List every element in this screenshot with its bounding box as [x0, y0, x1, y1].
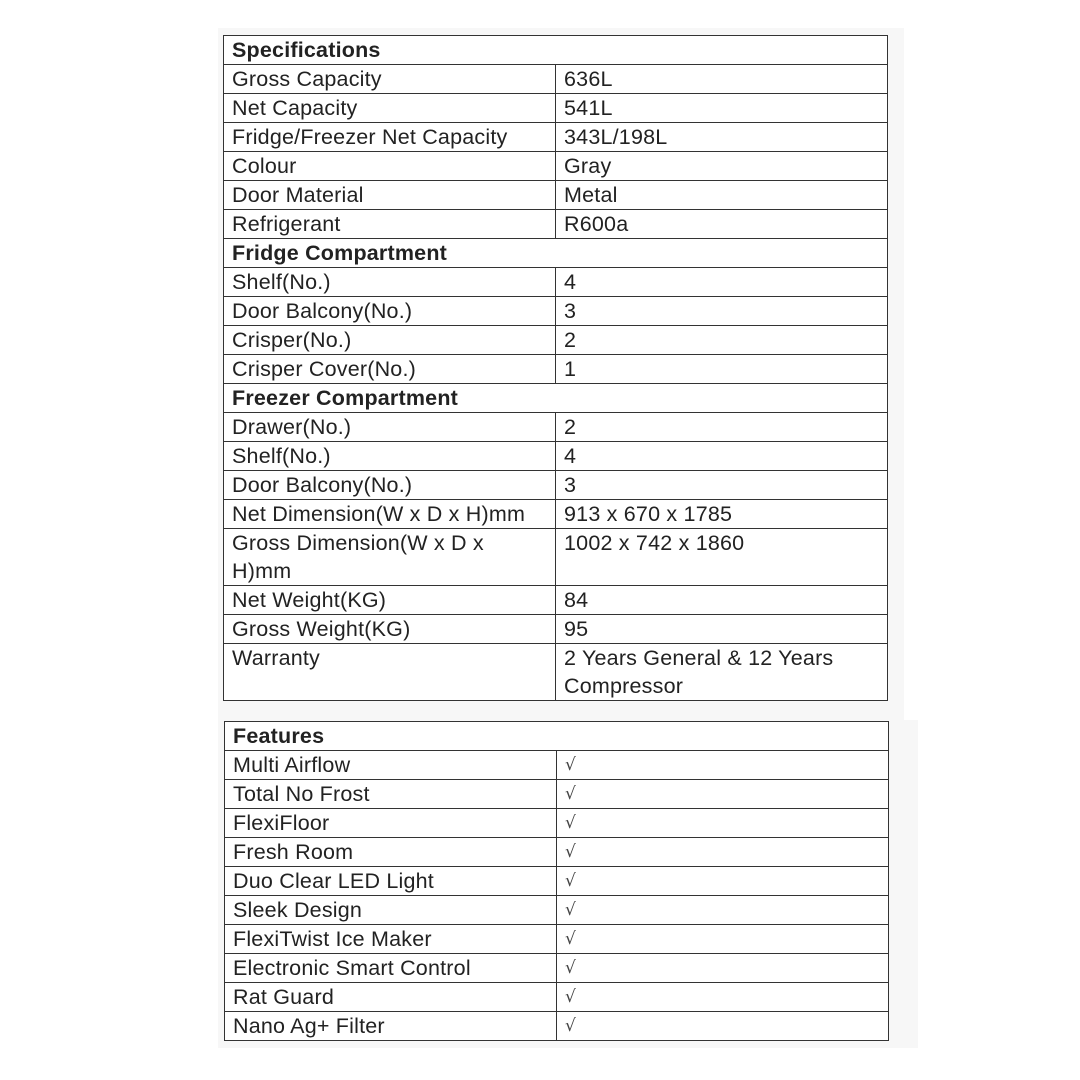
section-header-row [224, 239, 888, 268]
feature-label: FlexiTwist Ice Maker [225, 925, 557, 954]
table-row [225, 983, 889, 1012]
spec-label: Net Weight(KG) [224, 586, 556, 615]
spec-label: Door Balcony(No.) [224, 471, 556, 500]
spec-value: 343L/198L [556, 123, 888, 152]
check-mark-icon: √ [557, 896, 889, 925]
spec-value: 3 [556, 297, 888, 326]
check-mark-icon: √ [557, 867, 889, 896]
table-row [224, 152, 888, 181]
section-title-features: Features [225, 722, 889, 751]
spec-label: Shelf(No.) [224, 268, 556, 297]
table-row [224, 644, 888, 701]
table-row [224, 355, 888, 384]
section-title-specifications: Specifications [224, 36, 888, 65]
spec-label: Net Capacity [224, 94, 556, 123]
feature-label: Rat Guard [225, 983, 557, 1012]
table-row [225, 780, 889, 809]
spec-label: Gross Weight(KG) [224, 615, 556, 644]
table-row [225, 838, 889, 867]
table-row [224, 297, 888, 326]
check-mark-icon: √ [557, 925, 889, 954]
spec-label: Net Dimension(W x D x H)mm [224, 500, 556, 529]
spec-value: 2 [556, 413, 888, 442]
feature-label: Duo Clear LED Light [225, 867, 557, 896]
spec-label: Fridge/Freezer Net Capacity [224, 123, 556, 152]
table-row [224, 94, 888, 123]
section-header-row [224, 384, 888, 413]
feature-label: Total No Frost [225, 780, 557, 809]
spec-label: Gross Dimension(W x D x H)mm [224, 529, 556, 586]
check-mark-icon: √ [557, 838, 889, 867]
spec-value: R600a [556, 210, 888, 239]
table-row [224, 210, 888, 239]
spec-label: Shelf(No.) [224, 442, 556, 471]
spec-label: Warranty [224, 644, 556, 701]
check-mark-icon: √ [557, 809, 889, 838]
specifications-table [223, 35, 888, 701]
feature-label: FlexiFloor [225, 809, 557, 838]
feature-label: Electronic Smart Control [225, 954, 557, 983]
spec-label: Refrigerant [224, 210, 556, 239]
spec-label: Gross Capacity [224, 65, 556, 94]
table-row [225, 925, 889, 954]
spec-value: 1 [556, 355, 888, 384]
spec-value: 95 [556, 615, 888, 644]
spec-value: 84 [556, 586, 888, 615]
table-row [224, 65, 888, 94]
table-row [225, 954, 889, 983]
spec-value: 2 Years General & 12 Years Compressor [556, 644, 888, 701]
feature-label: Sleek Design [225, 896, 557, 925]
spec-label: Door Material [224, 181, 556, 210]
spec-value: Metal [556, 181, 888, 210]
spec-value: 4 [556, 268, 888, 297]
section-header-row [225, 722, 889, 751]
section-title-freezer-compartment: Freezer Compartment [224, 384, 888, 413]
table-row [224, 268, 888, 297]
table-row [224, 586, 888, 615]
spec-value: 636L [556, 65, 888, 94]
table-row [225, 751, 889, 780]
spec-label: Crisper(No.) [224, 326, 556, 355]
check-mark-icon: √ [557, 1012, 889, 1041]
table-row [224, 123, 888, 152]
feature-label: Fresh Room [225, 838, 557, 867]
spec-value: 1002 x 742 x 1860 [556, 529, 888, 586]
check-mark-icon: √ [557, 983, 889, 1012]
table-row [225, 896, 889, 925]
spec-value: 3 [556, 471, 888, 500]
table-row [224, 615, 888, 644]
table-row [224, 442, 888, 471]
spec-label: Drawer(No.) [224, 413, 556, 442]
check-mark-icon: √ [557, 954, 889, 983]
spec-label: Crisper Cover(No.) [224, 355, 556, 384]
table-row [224, 471, 888, 500]
spec-value: 913 x 670 x 1785 [556, 500, 888, 529]
feature-label: Multi Airflow [225, 751, 557, 780]
table-row [224, 500, 888, 529]
feature-label: Nano Ag+ Filter [225, 1012, 557, 1041]
check-mark-icon: √ [557, 780, 889, 809]
table-row [224, 181, 888, 210]
table-row [225, 1012, 889, 1041]
spec-value: 4 [556, 442, 888, 471]
check-mark-icon: √ [557, 751, 889, 780]
spec-value: Gray [556, 152, 888, 181]
section-header-row [224, 36, 888, 65]
table-row [225, 867, 889, 896]
section-title-fridge-compartment: Fridge Compartment [224, 239, 888, 268]
table-row [224, 413, 888, 442]
features-table [224, 721, 889, 1041]
spec-value: 2 [556, 326, 888, 355]
table-row [224, 529, 888, 586]
table-row [225, 809, 889, 838]
spec-label: Colour [224, 152, 556, 181]
table-row [224, 326, 888, 355]
spec-value: 541L [556, 94, 888, 123]
spec-label: Door Balcony(No.) [224, 297, 556, 326]
